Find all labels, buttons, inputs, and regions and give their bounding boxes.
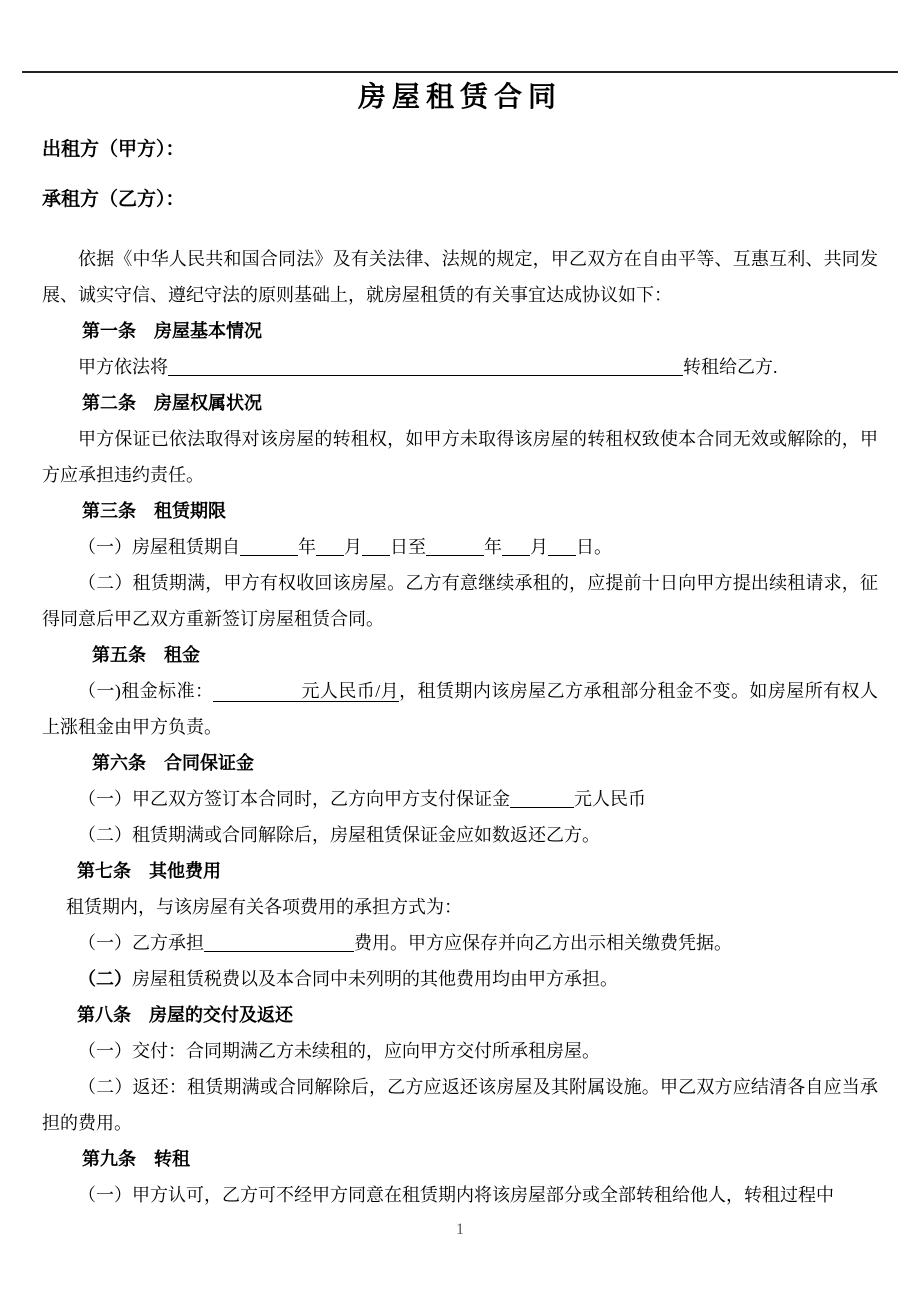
clause-7-item-2-number: （二） bbox=[78, 969, 132, 989]
clause-6-item-1 bbox=[42, 781, 878, 817]
clause-5-heading: 第五条 租金 bbox=[92, 645, 200, 665]
lessor-label: 出租方（甲方）： bbox=[42, 139, 185, 160]
start-month-blank[interactable] bbox=[316, 537, 344, 556]
rent-amount-blank[interactable] bbox=[213, 681, 399, 702]
end-day-label: 日。 bbox=[576, 537, 612, 557]
clause-1-post-text: 转租给乙方. bbox=[683, 357, 778, 377]
clause-8-heading: 第八条 房屋的交付及返还 bbox=[77, 1005, 293, 1025]
end-year-label: 年 bbox=[484, 537, 502, 557]
clause-6-item-2: （二）租赁期满或合同解除后，房屋租赁保证金应如数返还乙方。 bbox=[78, 825, 600, 845]
clause-3-item-1 bbox=[42, 529, 878, 565]
clause-2-body: 甲方保证已依法取得对该房屋的转租权，如甲方未取得该房屋的转租权致使本合同无效或解除的，甲方应承担违约责任。 bbox=[42, 429, 878, 485]
clause-7-item-2-text: 房屋租赁税费以及本合同中未列明的其他费用均由甲方承担。 bbox=[132, 969, 618, 989]
page-number: 1 bbox=[456, 1221, 464, 1238]
clause-3-item-2: （二）租赁期满，甲方有权收回该房屋。乙方有意继续承租的，应提前十日向甲方提出续租请求，征得同意后甲乙双方重新签订房屋租赁合同。 bbox=[42, 573, 878, 629]
clause-7-heading: 第七条 其他费用 bbox=[77, 861, 221, 881]
clause-1-heading: 第一条 房屋基本情况 bbox=[82, 321, 262, 341]
lease-term-pre-text: （一）房屋租赁期自 bbox=[78, 537, 240, 557]
fee-bearer-pre-text: （一）乙方承担 bbox=[78, 933, 204, 953]
deposit-amount-blank[interactable] bbox=[510, 789, 574, 808]
end-year-blank[interactable] bbox=[426, 537, 484, 556]
clause-9-heading: 第九条 转租 bbox=[82, 1149, 190, 1169]
rent-standard-pre-text: （一)租金标准： bbox=[78, 681, 214, 701]
rent-unit-label: 元人民币/月 bbox=[301, 681, 400, 701]
clause-1-line bbox=[42, 349, 878, 385]
clause-9-item-1: （一）甲方认可，乙方可不经甲方同意在租赁期内将该房屋部分或全部转租给他人，转租过程中 bbox=[78, 1185, 834, 1205]
contract-body bbox=[0, 132, 920, 1213]
clause-2-heading: 第二条 房屋权属状况 bbox=[82, 393, 262, 413]
start-day-label: 日至 bbox=[390, 537, 426, 557]
start-month-label: 月 bbox=[344, 537, 362, 557]
end-month-blank[interactable] bbox=[502, 537, 530, 556]
clause-3-heading: 第三条 租赁期限 bbox=[82, 501, 226, 521]
clause-6-heading: 第六条 合同保证金 bbox=[92, 753, 254, 773]
lessee-label: 承租方（乙方）： bbox=[42, 189, 185, 210]
clause-7-intro: 租赁期内，与该房屋有关各项费用的承担方式为： bbox=[66, 897, 462, 917]
property-description-blank[interactable] bbox=[168, 357, 683, 376]
deposit-pre-text: （一）甲乙双方签订本合同时，乙方向甲方支付保证金 bbox=[78, 789, 510, 809]
start-year-blank[interactable] bbox=[240, 537, 298, 556]
clause-8-item-2: （二）返还：租赁期满或合同解除后，乙方应返还该房屋及其附属设施。甲乙双方应结清各自应当承担的费用。 bbox=[42, 1077, 878, 1133]
clause-1-pre-text: 甲方依法将 bbox=[78, 357, 168, 377]
clause-8-item-1: （一）交付：合同期满乙方未续租的，应向甲方交付所承租房屋。 bbox=[78, 1041, 600, 1061]
end-month-label: 月 bbox=[530, 537, 548, 557]
end-day-blank[interactable] bbox=[548, 537, 576, 556]
page-title: 房屋租赁合同 bbox=[357, 82, 562, 113]
fee-items-blank[interactable] bbox=[204, 933, 354, 952]
clause-7-item-1 bbox=[42, 925, 878, 961]
fee-bearer-post-text: 费用。甲方应保存并向乙方出示相关缴费凭据。 bbox=[354, 933, 732, 953]
start-year-label: 年 bbox=[298, 537, 316, 557]
clause-5-item-1 bbox=[42, 673, 878, 745]
header-rule bbox=[22, 71, 898, 73]
deposit-post-text: 元人民币 bbox=[574, 789, 646, 809]
start-day-blank[interactable] bbox=[362, 537, 390, 556]
preamble-paragraph: 依据《中华人民共和国合同法》及有关法律、法规的规定，甲乙双方在自由平等、互惠互利、共同发展、诚实守信、遵纪守法的原则基础上，就房屋租赁的有关事宜达成协议如下： bbox=[42, 249, 878, 305]
rent-standard-post-text: ，租赁期内该房屋乙方承租部分租金不变。如房屋所有权人上涨租金由甲方负责。 bbox=[42, 681, 878, 737]
clause-7-item-2 bbox=[42, 961, 878, 997]
